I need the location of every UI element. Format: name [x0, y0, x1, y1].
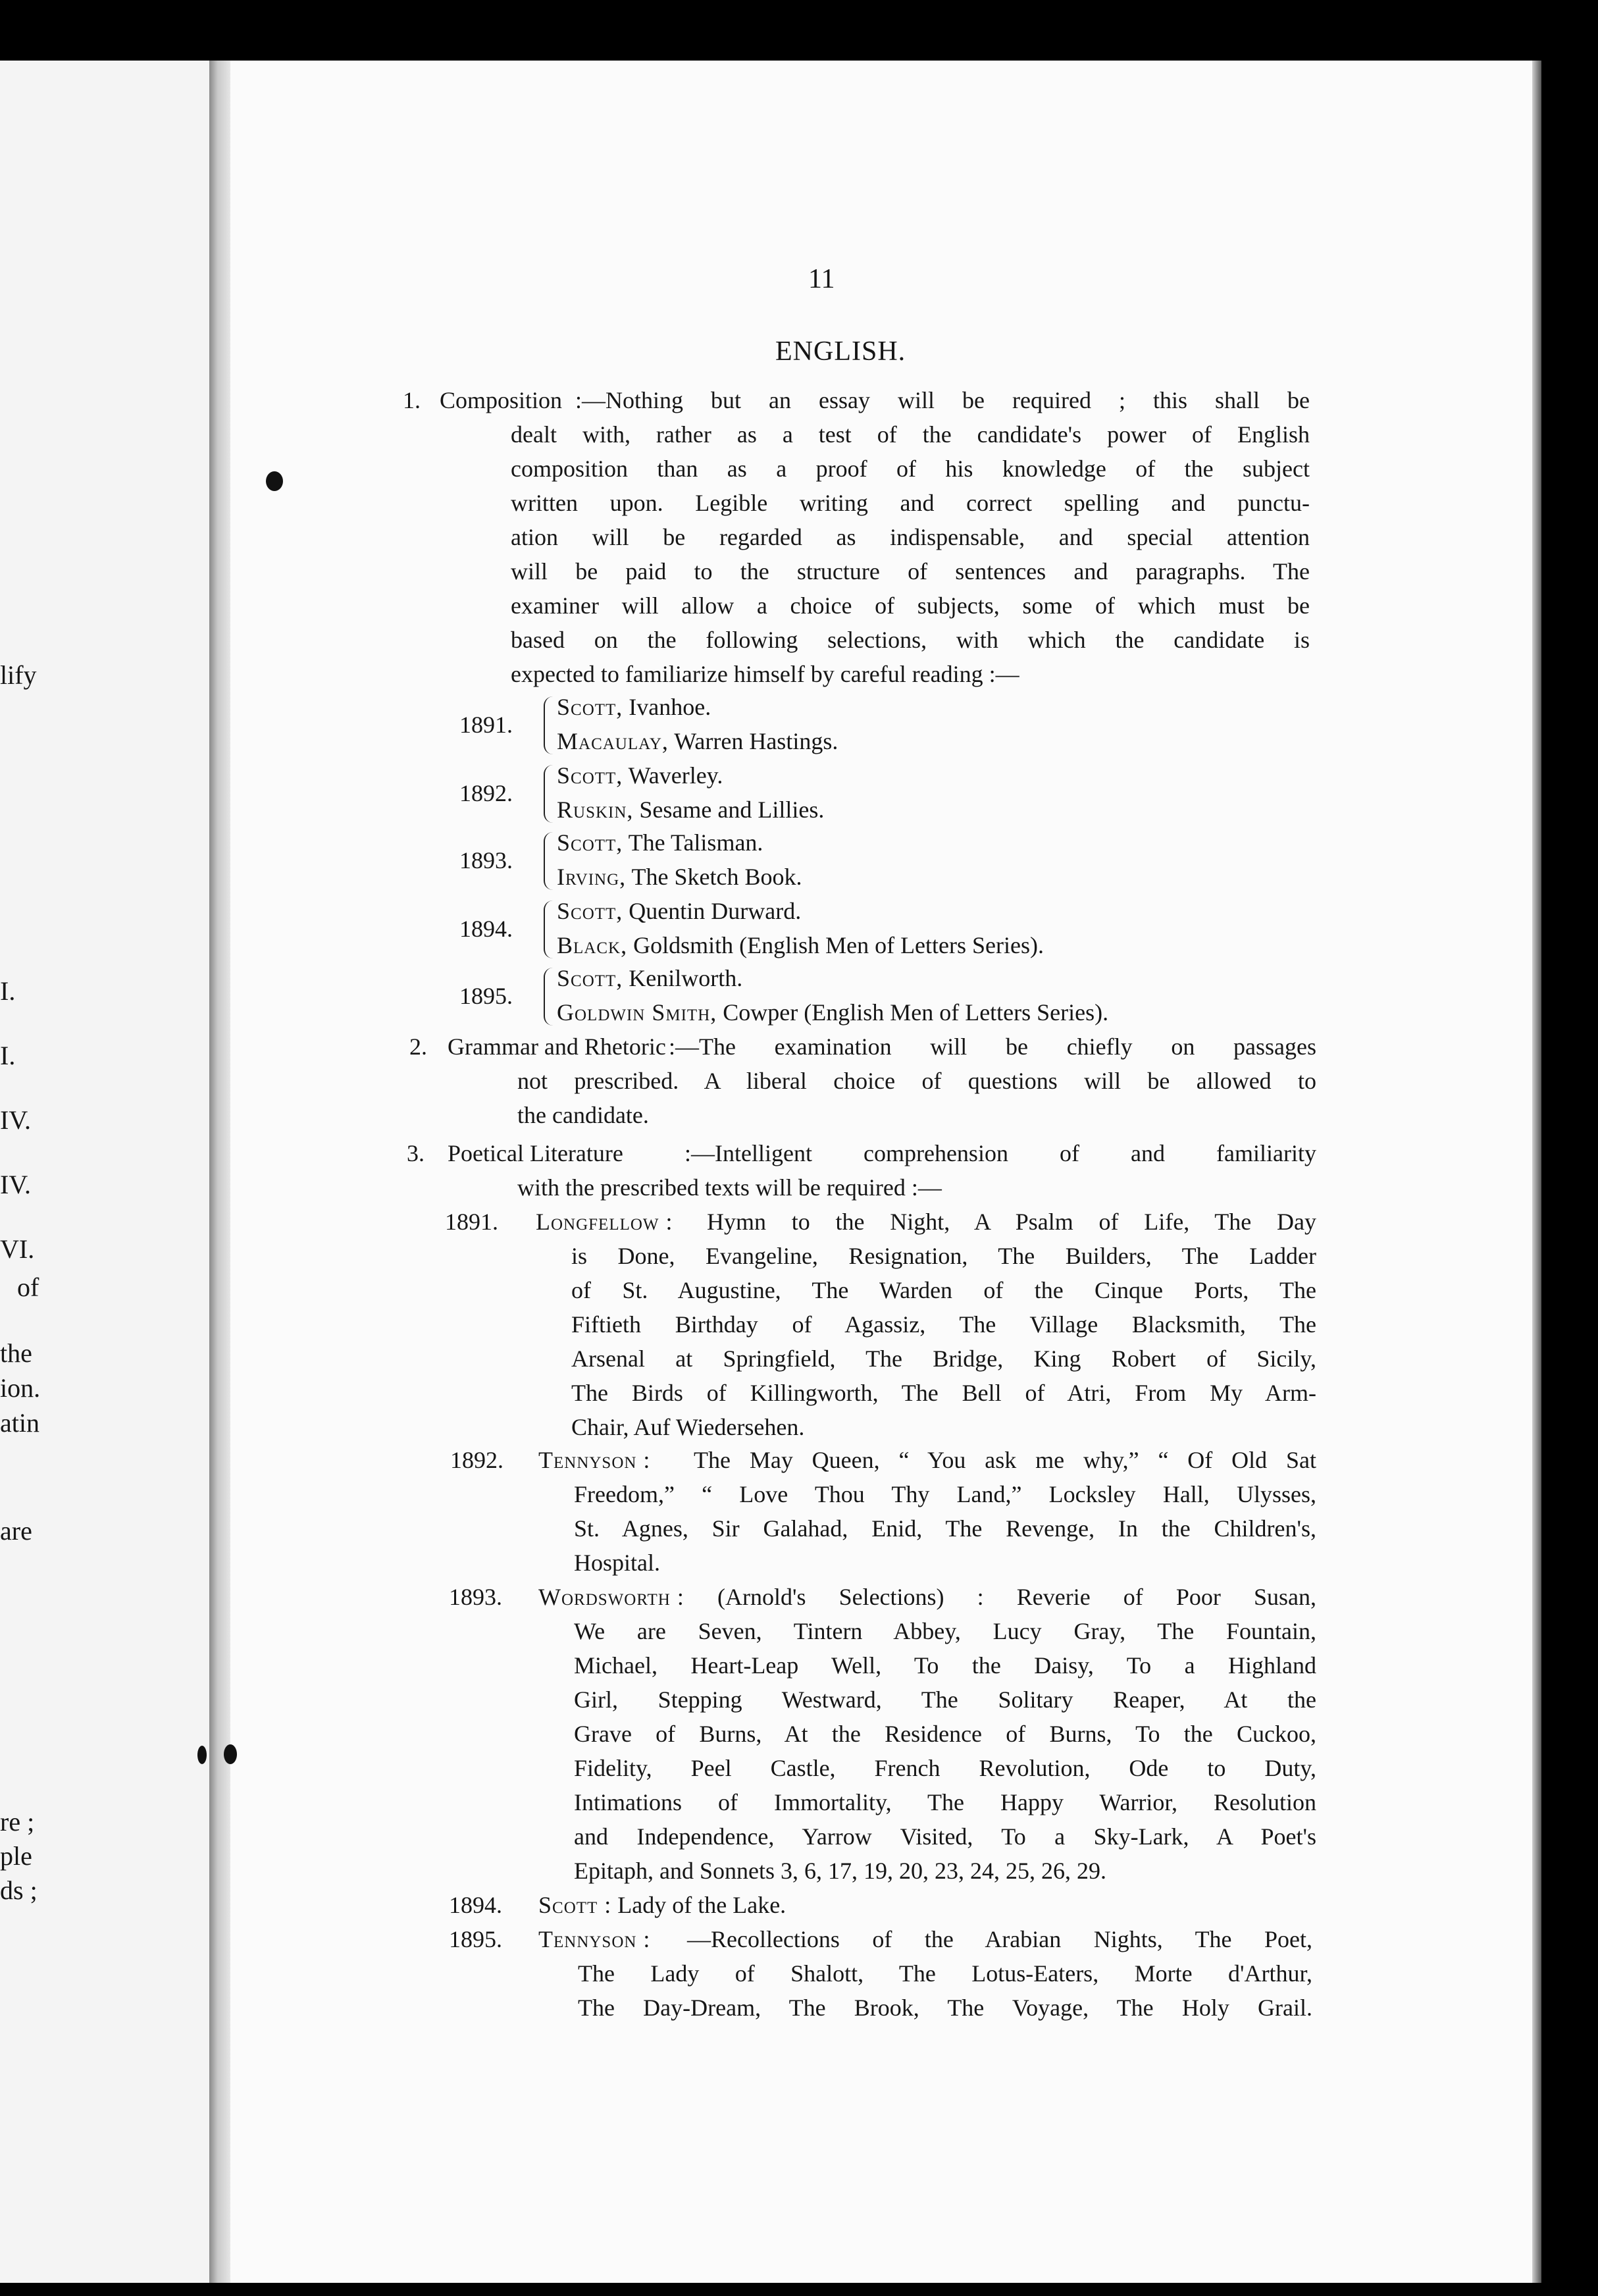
selection-item	[557, 860, 802, 894]
entry-item	[538, 1888, 786, 1922]
text-line: examiner will allow a choice of subjects, some of which must be	[511, 592, 1310, 619]
entry-text	[574, 1477, 1316, 1580]
work-title: Waverley.	[628, 762, 723, 789]
author-name: Goldwin Smith,	[557, 999, 717, 1026]
entry-author: Tennyson :	[538, 1447, 651, 1473]
text-line: not prescribed. A liberal choice of questions will be allowed to	[517, 1068, 1316, 1094]
left-page-fragment: are	[0, 1516, 32, 1546]
work-title: The Talisman.	[628, 829, 763, 856]
text-line: with the prescribed texts will be required :—	[517, 1174, 942, 1201]
entry-author: Wordsworth :	[538, 1584, 684, 1610]
page-title: ENGLISH.	[775, 336, 906, 367]
entry-text	[571, 1239, 1316, 1444]
text-line: is Done, Evangeline, Resignation, The Builders, The Ladder	[571, 1243, 1316, 1269]
entry-text	[578, 1956, 1312, 2025]
text-line: :—Intelligent comprehension of and familiarity	[684, 1140, 1316, 1166]
text-line: dealt with, rather as a test of the candidate's power of English	[511, 421, 1310, 448]
entry-year: 1893.	[449, 1584, 502, 1610]
work-title: Quentin Durward.	[629, 898, 802, 924]
left-page-fragment: atin	[0, 1408, 39, 1438]
left-facing-page	[0, 61, 217, 2283]
work-title: Cowper (English Men of Letters Series).	[723, 999, 1109, 1026]
left-page-fragment: ple	[0, 1841, 32, 1871]
text-line: Grave of Burns, At the Residence of Burns, To the Cuckoo,	[574, 1721, 1316, 1747]
page-edge	[1532, 61, 1541, 2283]
selection-year: 1891.	[459, 712, 513, 738]
entry-author: Longfellow :	[536, 1209, 673, 1235]
ink-speck	[197, 1746, 207, 1764]
selection-item	[557, 793, 824, 827]
section-number: 1.	[403, 387, 421, 413]
entry-year: 1891.	[445, 1209, 498, 1235]
text-line: The May Queen, “ You ask me why,” “ Of Old Sat	[694, 1447, 1316, 1473]
selection-item	[557, 961, 742, 995]
text-line: the candidate.	[517, 1102, 649, 1128]
left-page-fragment: VI.	[0, 1234, 35, 1264]
text-line: Freedom,” “ Love Thou Thy Land,” Locksley Hall, Ulysses,	[574, 1481, 1316, 1507]
work-title: Sesame and Lillies.	[639, 796, 825, 823]
brace	[544, 968, 557, 1026]
text-line: The Day-Dream, The Brook, The Voyage, The Holy Grail.	[578, 1995, 1312, 2021]
section-title: Composition	[440, 387, 563, 413]
author-name: Scott,	[557, 898, 623, 924]
author-name: Scott,	[557, 965, 623, 991]
section-text	[517, 1170, 1316, 1205]
text-line: —Recollections of the Arabian Nights, The Poet,	[687, 1926, 1312, 1952]
entry-text	[694, 1443, 1316, 1477]
text-line: St. Agnes, Sir Galahad, Enid, The Revenge, In the Children's,	[574, 1515, 1316, 1542]
left-page-fragment: re ;	[0, 1807, 35, 1837]
ink-speck	[224, 1744, 237, 1764]
section-text	[669, 1030, 1316, 1064]
text-line: Girl, Stepping Westward, The Solitary Reaper, At the	[574, 1686, 1316, 1713]
left-page-fragment: IV.	[0, 1170, 32, 1199]
author-name: Ruskin,	[557, 796, 634, 823]
text-line: Hospital.	[574, 1550, 660, 1576]
text-line: Fidelity, Peel Castle, French Revolution, Ode to Duty,	[574, 1755, 1316, 1781]
author-name: Black,	[557, 932, 628, 958]
selection-year: 1895.	[459, 983, 513, 1009]
brace	[544, 696, 557, 754]
section-title: Grammar and Rhetoric	[448, 1033, 666, 1060]
left-page-fragment: I.	[0, 1041, 16, 1070]
section-text	[575, 383, 1310, 417]
entry-text	[687, 1922, 1312, 1956]
selection-item	[557, 758, 723, 793]
entry-text	[707, 1205, 1316, 1239]
entry-author: Scott :	[538, 1892, 612, 1918]
left-page-fragment: IV.	[0, 1105, 32, 1135]
book-gutter	[209, 61, 230, 2283]
section-number: 2.	[409, 1033, 427, 1060]
work-title: The Sketch Book.	[631, 864, 802, 890]
section-text	[684, 1136, 1316, 1170]
author-name: Irving,	[557, 864, 627, 890]
brace	[544, 900, 557, 958]
entry-text	[717, 1580, 1316, 1614]
left-page-fragment: lify	[0, 660, 37, 690]
entry-year: 1892.	[450, 1447, 503, 1473]
text-line: Chair, Auf Wiedersehen.	[571, 1414, 805, 1440]
text-line: Fiftieth Birthday of Agassiz, The Village Blacksmith, The	[571, 1311, 1316, 1338]
entry-text	[574, 1614, 1316, 1888]
text-line: composition than as a proof of his knowledge of the subject	[511, 456, 1310, 482]
selection-item	[557, 894, 801, 928]
entry-author: Tennyson :	[538, 1926, 651, 1952]
text-line: :—The examination will be chiefly on passages	[669, 1033, 1316, 1060]
text-line: :—Nothing but an essay will be required ; this shall be	[575, 387, 1310, 413]
work-title: Ivanhoe.	[629, 694, 711, 720]
entry-work: Lady of the Lake.	[617, 1892, 786, 1918]
selection-year: 1892.	[459, 780, 513, 806]
section-text	[517, 1064, 1316, 1132]
brace	[544, 765, 557, 823]
text-line: Epitaph, and Sonnets 3, 6, 17, 19, 20, 23, 24, 25, 26, 29.	[574, 1858, 1106, 1884]
selection-year: 1894.	[459, 916, 513, 942]
section-number: 3.	[407, 1140, 425, 1166]
left-page-fragment: ds ;	[0, 1875, 38, 1905]
selection-item	[557, 825, 763, 860]
author-name: Scott,	[557, 762, 623, 789]
text-line: will be paid to the structure of sentences and paragraphs. The	[511, 558, 1310, 585]
text-line: written upon. Legible writing and correct spelling and punctu-	[511, 490, 1310, 516]
selection-year: 1893.	[459, 847, 513, 874]
entry-year: 1894.	[449, 1892, 502, 1918]
section-title: Poetical Literature	[448, 1140, 623, 1166]
left-page-fragment: ion.	[0, 1373, 41, 1403]
author-name: Scott,	[557, 694, 623, 720]
ink-speck	[266, 471, 283, 491]
text-line: The Birds of Killingworth, The Bell of Atri, From My Arm-	[571, 1380, 1316, 1406]
text-line: based on the following selections, with which the candidate is	[511, 627, 1310, 653]
text-line: The Lady of Shalott, The Lotus-Eaters, Morte d'Arthur,	[578, 1960, 1312, 1987]
text-line: Michael, Heart-Leap Well, To the Daisy, To a Highland	[574, 1652, 1316, 1679]
text-line: Hymn to the Night, A Psalm of Life, The Day	[707, 1209, 1316, 1235]
brace	[544, 832, 557, 890]
selection-item	[557, 928, 1044, 962]
author-name: Macaulay,	[557, 728, 669, 754]
text-line: and Independence, Yarrow Visited, To a Sky-Lark, A Poet's	[574, 1823, 1316, 1850]
text-line: ation will be regarded as indispensable, and special attention	[511, 524, 1310, 550]
section-text	[511, 417, 1310, 691]
work-title: Warren Hastings.	[674, 728, 838, 754]
left-page-fragment: the	[0, 1338, 32, 1368]
work-title: Kenilworth.	[629, 965, 743, 991]
text-line: (Arnold's Selections) : Reverie of Poor Susan,	[717, 1584, 1316, 1610]
entry-year: 1895.	[449, 1926, 502, 1952]
selection-item	[557, 690, 711, 724]
text-line: We are Seven, Tintern Abbey, Lucy Gray, The Fountain,	[574, 1618, 1316, 1644]
work-title: Goldsmith (English Men of Letters Series).	[633, 932, 1044, 958]
text-line: Arsenal at Springfield, The Bridge, King Robert of Sicily,	[571, 1345, 1316, 1372]
selection-item	[557, 724, 838, 758]
left-page-fragment: I.	[0, 976, 16, 1006]
text-line: expected to familiarize himself by careful reading :—	[511, 661, 1019, 687]
text-line: of St. Augustine, The Warden of the Cinque Ports, The	[571, 1277, 1316, 1303]
author-name: Scott,	[557, 829, 623, 856]
text-line: Intimations of Immortality, The Happy Warrior, Resolution	[574, 1789, 1316, 1815]
page-number: 11	[808, 264, 835, 294]
selection-item	[557, 995, 1108, 1030]
left-page-fragment: of	[17, 1272, 39, 1302]
